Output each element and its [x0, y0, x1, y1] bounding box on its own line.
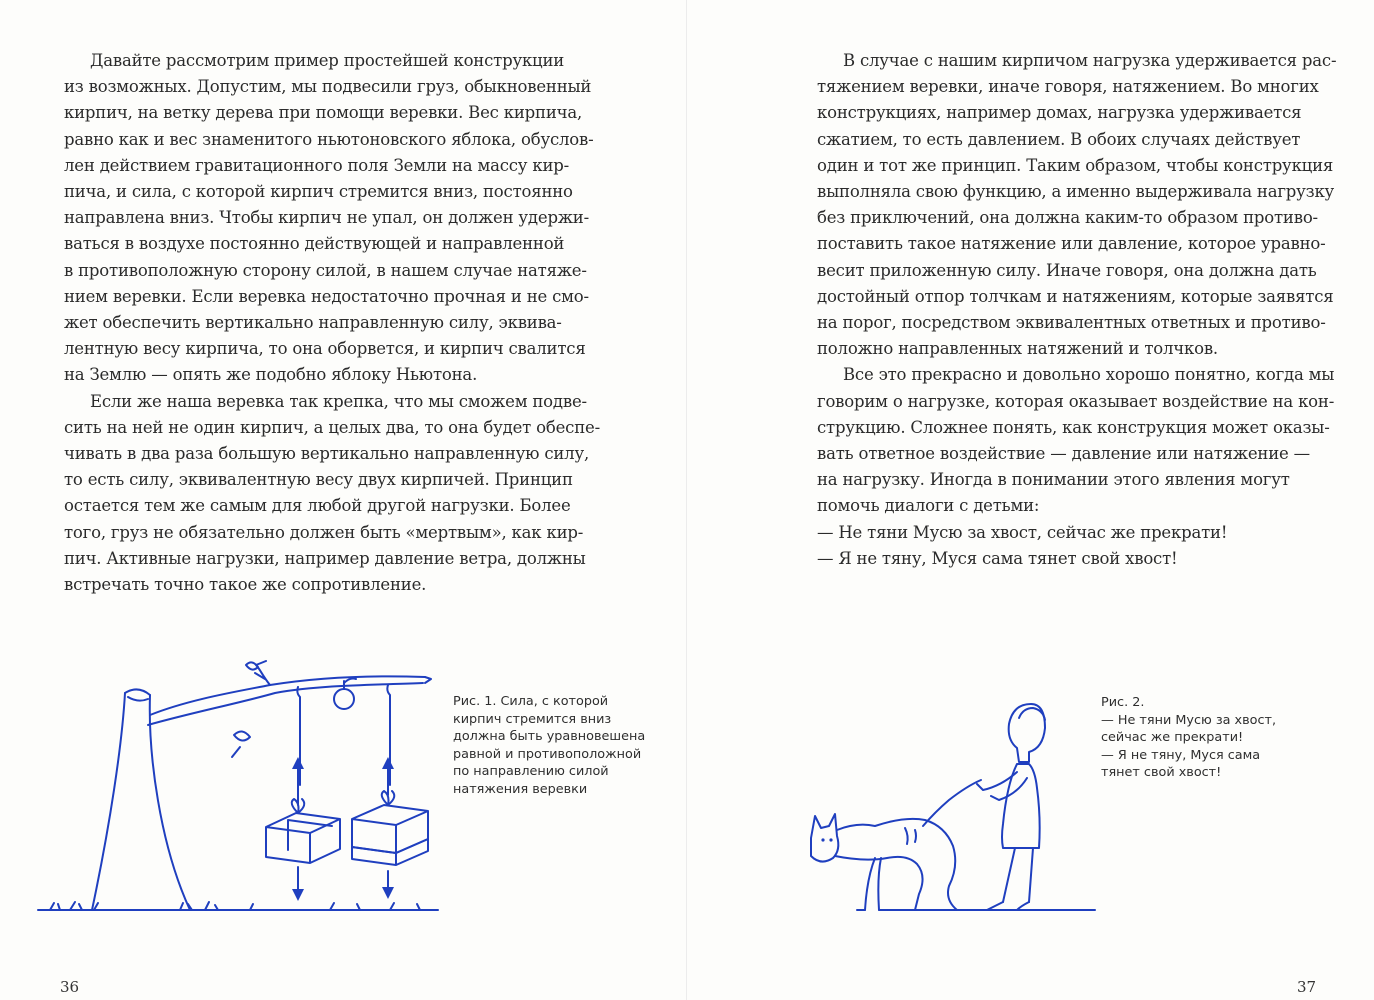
text-line: выполняла свою функцию, а именно выдерживала нагрузку: [817, 182, 1335, 202]
text-line: поставить такое натяжение или давление, которое уравно-: [817, 234, 1326, 254]
text-line: помочь диалоги с детьми:: [817, 496, 1040, 516]
text-line: Если же наша веревка так крепка, что мы сможем подве-: [90, 391, 587, 411]
left-page-body: [64, 48, 600, 598]
caption-line: должна быть уравновешена: [453, 729, 646, 745]
caption-line: Рис. 2.: [1101, 695, 1145, 710]
text-line: на нагрузку. Иногда в понимании этого явления могут: [817, 470, 1290, 490]
text-line: Все это прекрасно и довольно хорошо понятно, когда мы: [843, 365, 1335, 385]
text-line: конструкциях, например домах, нагрузка удерживается: [817, 103, 1302, 123]
text-line: нием веревки. Если веревка недостаточно прочная и не смо-: [64, 286, 589, 306]
text-line: равно как и вес знаменитого ньютоновского яблока, обуслов-: [64, 129, 594, 149]
text-line: сить на ней не один кирпич, а целых два, то она будет обеспе-: [64, 417, 600, 437]
figure-1-caption: [453, 693, 668, 799]
text-line: на Землю — опять же подобно яблоку Ньютона.: [64, 365, 478, 385]
paragraph: [64, 389, 600, 599]
text-line: кирпич, на ветку дерева при помощи веревки. Вес кирпича,: [64, 103, 583, 123]
text-line: чивать в два раза большую вертикально направленную силу,: [64, 444, 590, 464]
figure-2-caption: [1101, 694, 1301, 782]
text-line: один и тот же принцип. Таким образом, чтобы конструкция: [817, 155, 1334, 175]
text-line: тяжением веревки, иначе говоря, натяжением. Во многих: [817, 77, 1319, 97]
tree-with-hanging-bricks-illustration: [30, 655, 450, 925]
caption-line: по направлению силой: [453, 764, 609, 780]
text-line: того, груз не обязательно должен быть «мертвым», как кир-: [64, 522, 584, 542]
text-line: лен действием гравитационного поля Земли на массу кир-: [64, 155, 570, 175]
text-line: вать ответное воздействие — давление или натяжение —: [817, 444, 1310, 464]
page-number: 36: [60, 978, 80, 996]
paragraph: [817, 48, 1337, 362]
caption-line: тянет свой хвост!: [1101, 765, 1222, 781]
page-number: 37: [1297, 978, 1317, 996]
text-line: В случае с нашим кирпичом нагрузка удерживается рас-: [843, 51, 1337, 70]
text-line: остается тем же самым для любой другой нагрузки. Более: [64, 496, 571, 516]
text-line: положно направленных натяжений и толчков.: [817, 339, 1218, 359]
caption-line: сейчас же прекрати!: [1101, 730, 1244, 746]
paragraph: [817, 362, 1335, 519]
caption-line: кирпич стремится вниз: [453, 711, 612, 727]
text-line: весит приложенную силу. Иначе говоря, она должна дать: [817, 260, 1317, 280]
right-page: [687, 0, 1374, 1000]
text-line: из возможных. Допустим, мы подвесили груз, обыкновенный: [64, 77, 592, 97]
text-line: сжатием, то есть давлением. В обоих случаях действует: [817, 129, 1301, 149]
caption-line: равной и противоположной: [453, 746, 642, 762]
text-line: то есть силу, эквивалентную весу двух кирпичей. Принцип: [64, 470, 573, 490]
text-line: жет обеспечить вертикально направленную силу, эквива-: [64, 313, 562, 333]
dialogue: [817, 520, 1317, 572]
text-line: пич. Активные нагрузки, например давление ветра, должны: [64, 548, 586, 568]
paragraph: [64, 48, 594, 389]
caption-line: натяжения веревки: [453, 781, 588, 797]
dialogue-line: — Не тяни Мусю за хвост, сейчас же прекрати!: [817, 522, 1228, 542]
text-line: струкцию. Сложнее понять, как конструкция может оказы-: [817, 417, 1330, 437]
caption-line: — Не тяни Мусю за хвост,: [1101, 712, 1277, 728]
text-line: достойный отпор толчкам и натяжениям, которые заявятся: [817, 286, 1334, 306]
text-line: ваться в воздухе постоянно действующей и направленной: [64, 234, 565, 254]
text-line: в противоположную сторону силой, в нашем случае натяже-: [64, 260, 587, 280]
text-line: лентную весу кирпича, то она оборвется, и кирпич свалится: [64, 339, 586, 359]
caption-line: Рис. 1. Сила, с которой: [453, 694, 609, 709]
text-line: говорим о нагрузке, которая оказывает воздействие на кон-: [817, 391, 1335, 411]
dialogue-line: — Я не тяну, Муся сама тянет свой хвост!: [817, 548, 1178, 568]
text-line: пича, и сила, с которой кирпич стремится вниз, постоянно: [64, 182, 573, 202]
right-page-body: [817, 48, 1337, 572]
text-line: встречать точно такое же сопротивление.: [64, 575, 427, 595]
text-line: Давайте рассмотрим пример простейшей конструкции: [90, 51, 565, 70]
text-line: без приключений, она должна каким-то образом противо-: [817, 208, 1318, 228]
caption-line: — Я не тяну, Муся сама: [1101, 747, 1261, 763]
text-line: направлена вниз. Чтобы кирпич не упал, он должен удержи-: [64, 208, 589, 228]
girl-pulling-cat-tail-illustration: [805, 698, 1105, 918]
text-line: на порог, посредством эквивалентных ответных и противо-: [817, 313, 1326, 333]
